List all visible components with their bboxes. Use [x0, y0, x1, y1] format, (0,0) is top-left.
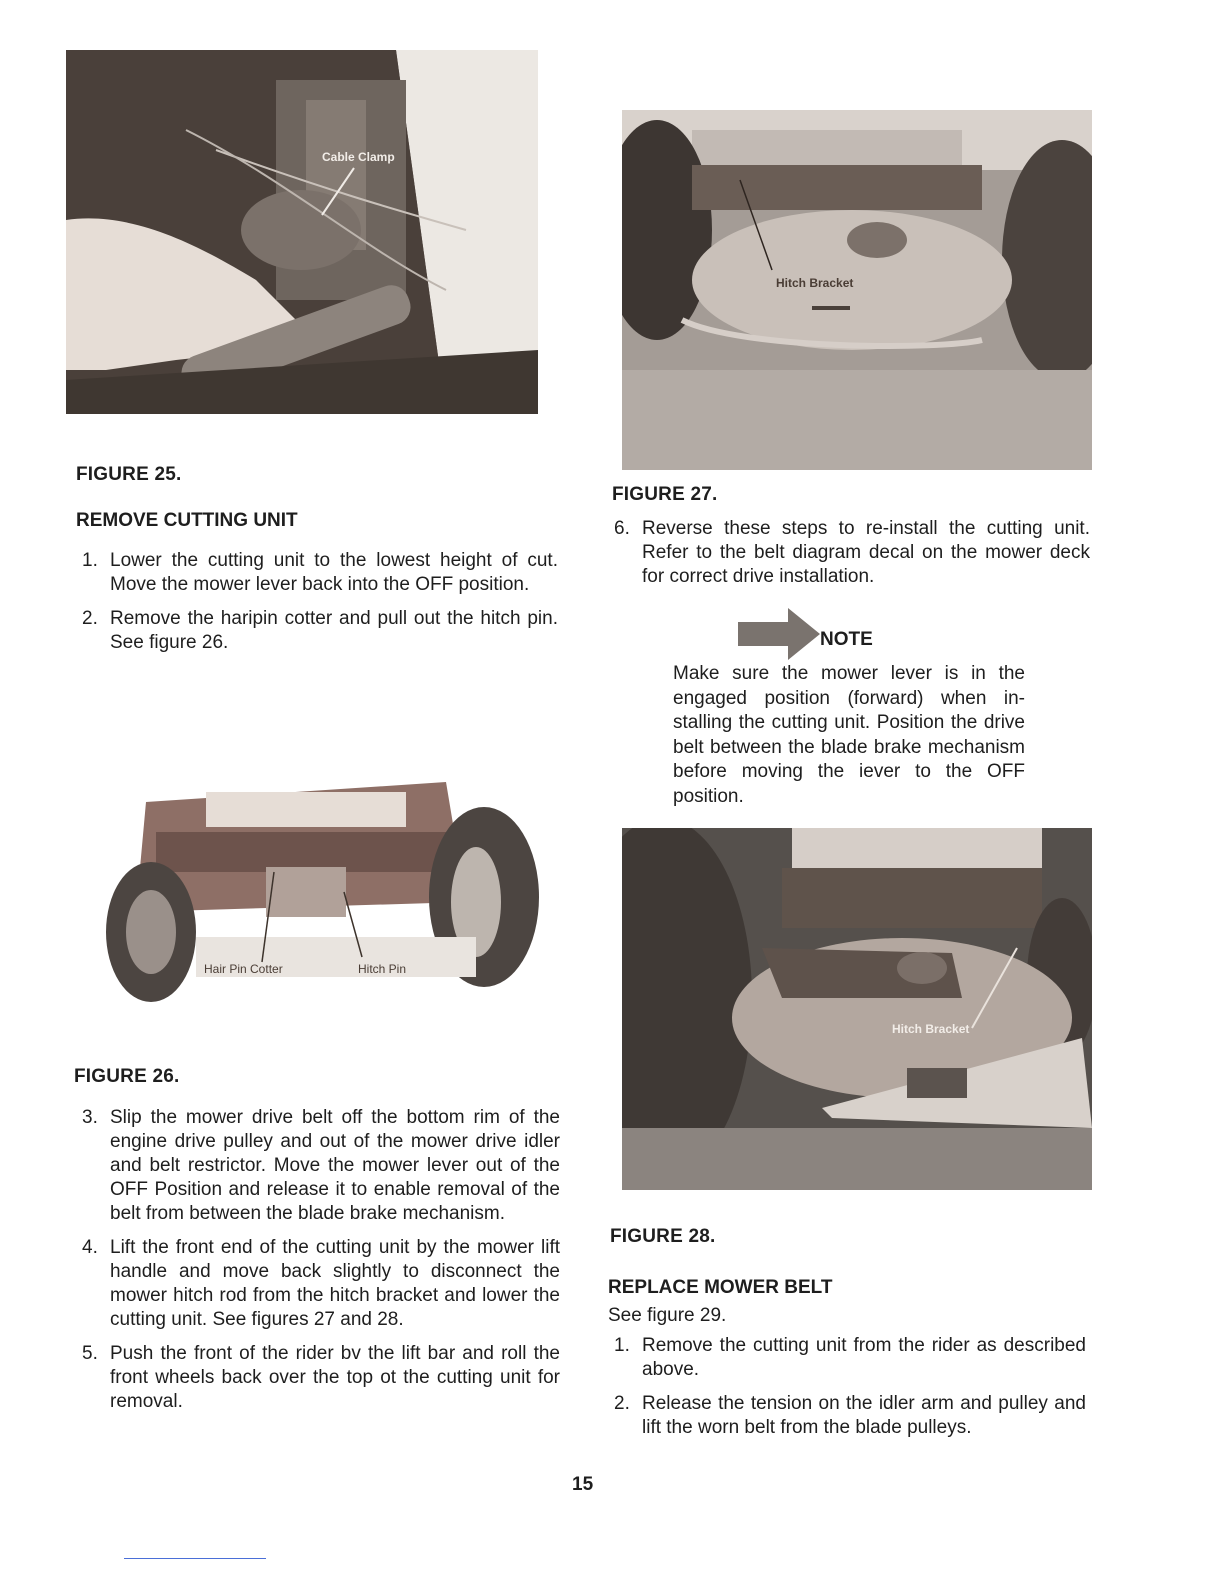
remove-cutting-unit-heading: REMOVE CUTTING UNIT — [76, 510, 298, 531]
replace-steps-list — [606, 1334, 1086, 1450]
step-text: Lift the front end of the cutting unit by the mower lift handle and move back slightly to disconnect the mower hitch rod from the hitch bracket and lower the cutting unit. See figures 27 and 28. — [110, 1237, 560, 1330]
figure-25-caption: FIGURE 25. — [76, 464, 182, 485]
callout-hair-pin-cotter: Hair Pin Cotter — [204, 962, 283, 976]
figure-26-caption: FIGURE 26. — [74, 1066, 180, 1087]
remove-steps-list-b — [74, 1106, 560, 1424]
list-item — [74, 1106, 560, 1226]
figure-28-caption: FIGURE 28. — [610, 1226, 716, 1247]
figure-27-photo — [622, 110, 1092, 470]
step-text: Release the tension on the idler arm and pulley and lift the worn belt from the blade pulleys. — [642, 1393, 1086, 1438]
step-number: 3. — [82, 1107, 98, 1128]
remove-steps-list-a — [74, 549, 558, 665]
step-number: 2. — [614, 1393, 630, 1414]
figure-27-caption: FIGURE 27. — [612, 484, 718, 505]
list-item — [74, 607, 558, 655]
figure-28-photo — [622, 828, 1092, 1190]
list-item — [74, 549, 558, 597]
step-number: 6. — [614, 518, 630, 539]
step-text: Slip the mower drive belt off the bottom rim of the engine drive pulley and out of the mower drive idler and belt restrictor. Move the mower lever out of the OFF Position and release it to enable removal of the belt from between the blade brake mechanism. — [110, 1107, 560, 1224]
page-number: 15 — [572, 1474, 594, 1495]
note-arrow-icon — [738, 608, 820, 660]
step-number: 5. — [82, 1343, 98, 1364]
step-text: Lower the cutting unit to the lowest height of cut. Move the mower lever back into the OFF position. — [110, 550, 558, 595]
list-item — [74, 1236, 560, 1332]
step-number: 1. — [82, 550, 98, 571]
replace-mower-belt-heading: REPLACE MOWER BELT — [608, 1277, 833, 1298]
step-text: Remove the haripin cotter and pull out the hitch pin. See figure 26. — [110, 608, 558, 653]
callout-cable-clamp: Cable Clamp — [322, 150, 395, 164]
step-text: Remove the cutting unit from the rider as described above. — [642, 1335, 1086, 1380]
list-item — [606, 517, 1090, 589]
figure-25-photo — [66, 50, 538, 414]
replace-intro: See figure 29. — [608, 1305, 727, 1326]
callout-hitch-bracket-fig28: Hitch Bracket — [892, 1022, 970, 1036]
list-item — [606, 1334, 1086, 1382]
step-text: Reverse these steps to re-install the cutting unit. Refer to the belt diagram decal on the mower deck for correct drive installation. — [642, 518, 1090, 587]
callout-hitch-pin: Hitch Pin — [358, 962, 407, 976]
step-text: Push the front of the rider bv the lift bar and roll the front wheels back over the top ot the cutting unit for removal. — [110, 1343, 560, 1412]
note-title: NOTE — [820, 629, 873, 650]
list-item — [606, 1392, 1086, 1440]
step-number: 4. — [82, 1237, 98, 1258]
figure-26-photo — [66, 782, 540, 1002]
callout-hitch-bracket-fig27: Hitch Bracket — [776, 276, 854, 290]
list-item — [74, 1342, 560, 1414]
footer-rule — [124, 1558, 266, 1559]
reinstall-step — [606, 517, 1090, 599]
step-number: 2. — [82, 608, 98, 629]
step-number: 1. — [614, 1335, 630, 1356]
note-body: Make sure the mower lever is in the engaged position (forward) when in-stalling the cutting unit. Position the drive belt between the blade brake mechanism before moving the iever to the OFF position. — [673, 663, 1025, 807]
